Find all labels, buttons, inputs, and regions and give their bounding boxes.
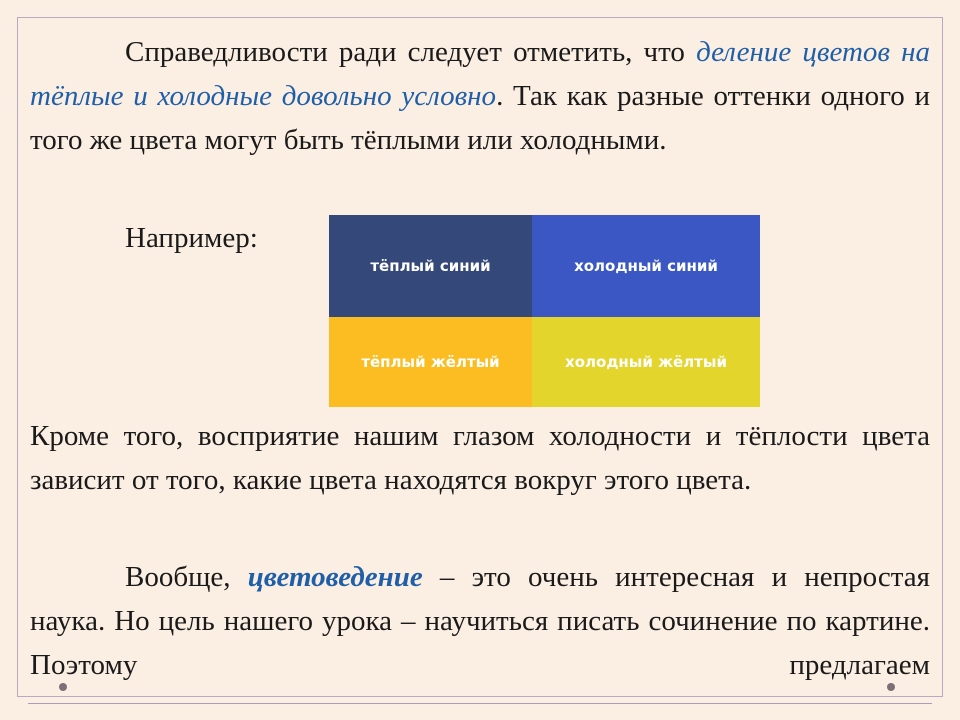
swatch-warm-blue xyxy=(329,215,532,317)
color-swatch-grid xyxy=(329,215,760,407)
paragraph-color-science-text-before: Вообще, xyxy=(125,561,248,593)
paragraph-intro-text-before: Справедливости ради следует отметить, что xyxy=(125,36,697,68)
paragraph-color-science-accent: цветоведение xyxy=(247,561,423,593)
paragraph-intro xyxy=(30,30,930,162)
swatch-warm-blue-label: тёплый синий xyxy=(370,257,491,275)
paragraph-color-science-text-after: – это очень интересная и непростая наука. Но цель нашего урока – научиться писать сочинение по картине. Поэтому предлагаем xyxy=(30,561,930,681)
paragraph-intro-accent: деление цветов на тёплые и холодные довольно условно xyxy=(30,36,930,112)
bottom-divider xyxy=(28,703,932,704)
swatch-cold-blue xyxy=(532,215,760,317)
swatch-warm-yellow-label: тёплый жёлтый xyxy=(361,353,500,371)
swatch-cold-blue-label: холодный синий xyxy=(574,257,718,275)
swatch-warm-yellow xyxy=(329,317,532,407)
swatch-cold-yellow xyxy=(532,317,760,407)
swatch-cold-yellow-label: холодный жёлтый xyxy=(565,353,727,371)
paragraph-color-science xyxy=(30,555,930,687)
paragraph-intro-text-after: . Так как разные оттенки одного и того же цвета могут быть тёплыми или холодными. xyxy=(30,80,930,156)
paragraph-perception: Кроме того, восприятие нашим глазом холодности и тёплости цвета зависит от того, какие цвета находятся вокруг этого цвета. xyxy=(30,420,930,496)
example-label: Например: xyxy=(125,222,258,254)
